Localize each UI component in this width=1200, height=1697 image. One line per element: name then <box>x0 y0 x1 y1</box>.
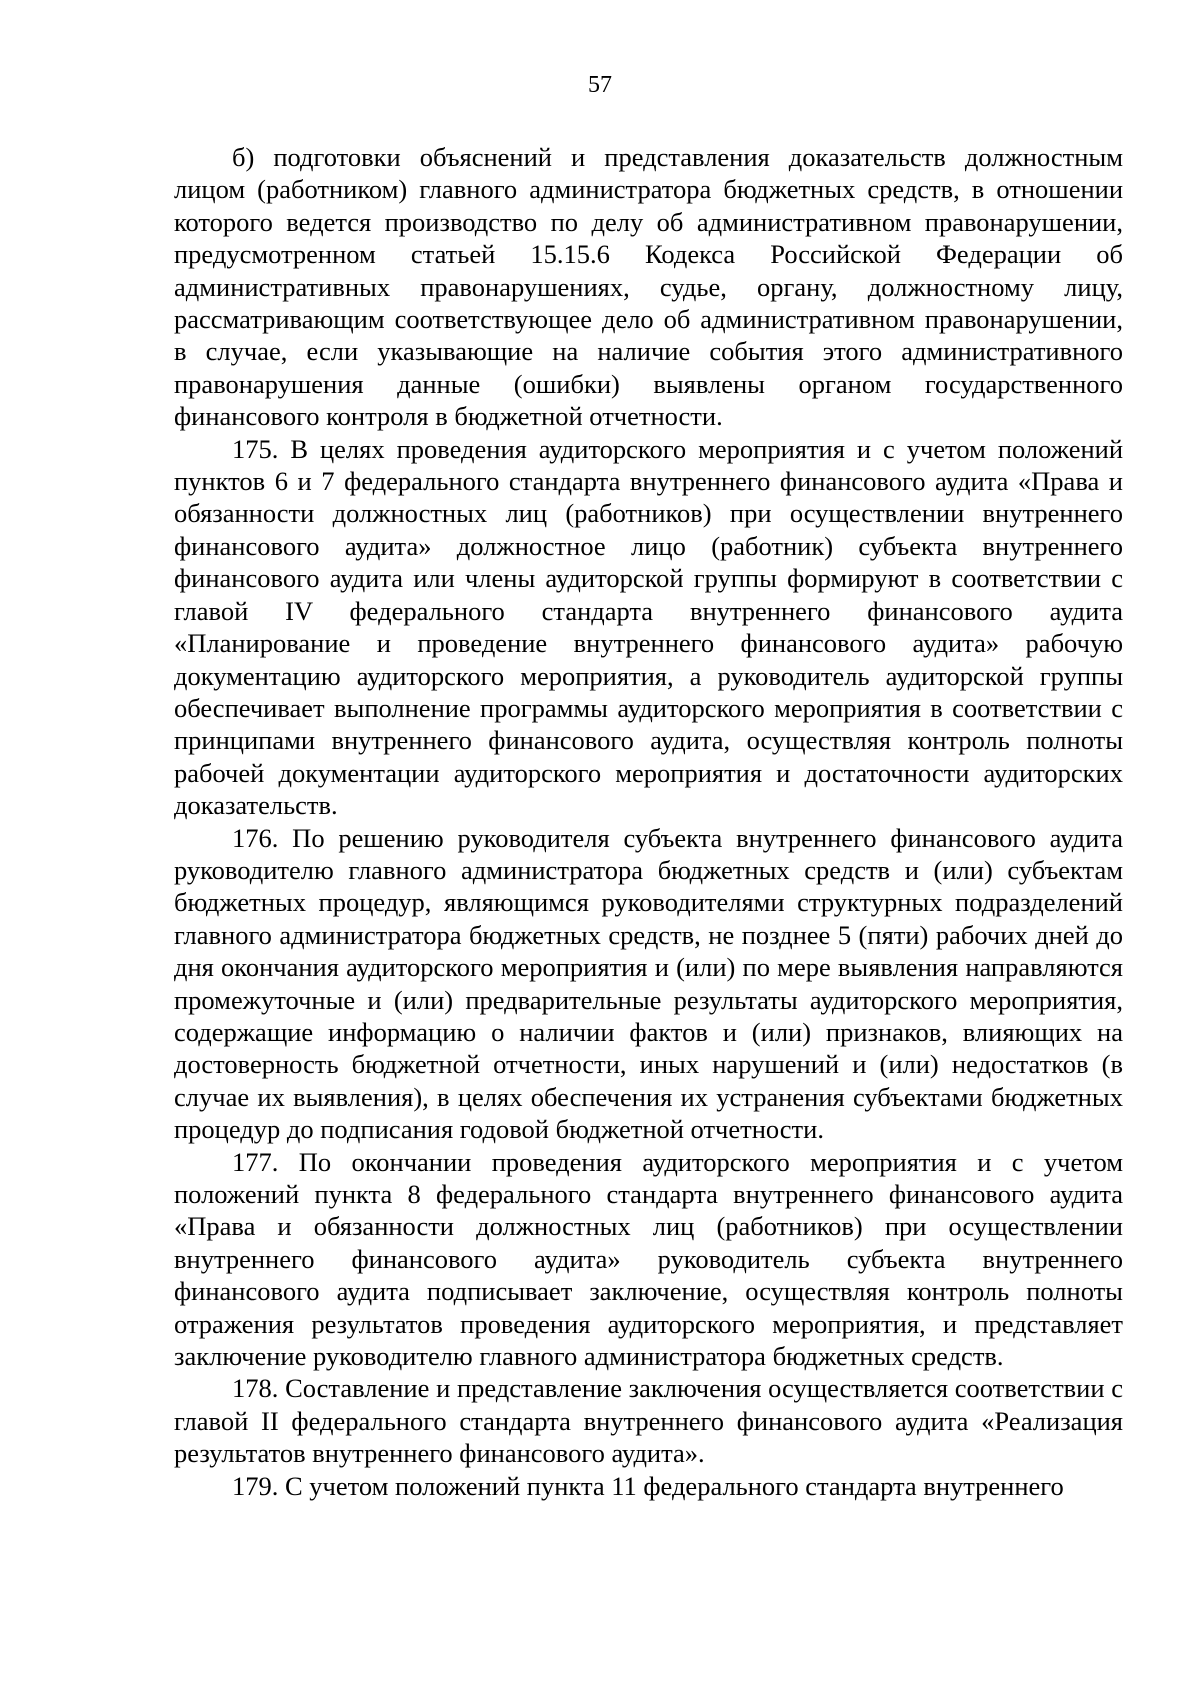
paragraph-177: 177. По окончании проведения аудиторского мероприятия и с учетом положений пункта 8 федерального стандарта внутреннего финансового аудита «Права и обязанности должностных лиц (работников) при осуществлении внутреннего финансового аудита» руководитель субъекта внутреннего финансового аудита подписывает заключение, осуществляя контроль полноты отражения результатов проведения аудиторского мероприятия, и представляет заключение руководителю главного администратора бюджетных средств. <box>174 1146 1123 1372</box>
page-number: 57 <box>588 72 612 98</box>
paragraph-175: 175. В целях проведения аудиторского мероприятия и с учетом положений пунктов 6 и 7 федерального стандарта внутреннего финансового аудита «Права и обязанности должностных лиц (работников) при осуществлении внутреннего финансового аудита» должностное лицо (работник) субъекта внутреннего финансового аудита или члены аудиторской группы формируют в соответствии с главой IV федерального стандарта внутреннего финансового аудита «Планирование и проведение внутреннего финансового аудита» рабочую документацию аудиторского мероприятия, а руководитель аудиторской группы обеспечивает выполнение программы аудиторского мероприятия в соответствии с принципами внутреннего финансового аудита, осуществляя контроль полноты рабочей документации аудиторского мероприятия и достаточности аудиторских доказательств. <box>174 433 1123 821</box>
paragraph-176: 176. По решению руководителя субъекта внутреннего финансового аудита руководителю главного администратора бюджетных средств и (или) субъектам бюджетных процедур, являющимся руководителями структурных подразделений главного администратора бюджетных средств, не позднее 5 (пяти) рабочих дней до дня окончания аудиторского мероприятия и (или) по мере выявления направляются промежуточные и (или) предварительные результаты аудиторского мероприятия, содержащие информацию о наличии фактов и (или) признаков, влияющих на достоверность бюджетной отчетности, иных нарушений и (или) недостатков (в случае их выявления), в целях обеспечения их устранения субъектами бюджетных процедур до подписания годовой бюджетной отчетности. <box>174 822 1123 1145</box>
paragraph-b: б) подготовки объяснений и представления доказательств должностным лицом (работником) главного администратора бюджетных средств, в отношении которого ведется производство по делу об административном правонарушении, предусмотренном статьей 15.15.6 Кодекса Российской Федерации об административных правонарушениях, судье, органу, должностному лицу, рассматривающим соответствующее дело об административном правонарушении, в случае, если указывающие на наличие события этого административного правонарушения данные (ошибки) выявлены органом государственного финансового контроля в бюджетной отчетности. <box>174 142 1123 432</box>
paragraph-178: 178. Составление и представление заключения осуществляется соответствии с главой II федерального стандарта внутреннего финансового аудита «Реализация результатов внутреннего финансового аудита». <box>174 1373 1123 1469</box>
document-body <box>174 141 1123 1502</box>
paragraph-179: 179. С учетом положений пункта 11 федерального стандарта внутреннего <box>232 1470 1064 1501</box>
